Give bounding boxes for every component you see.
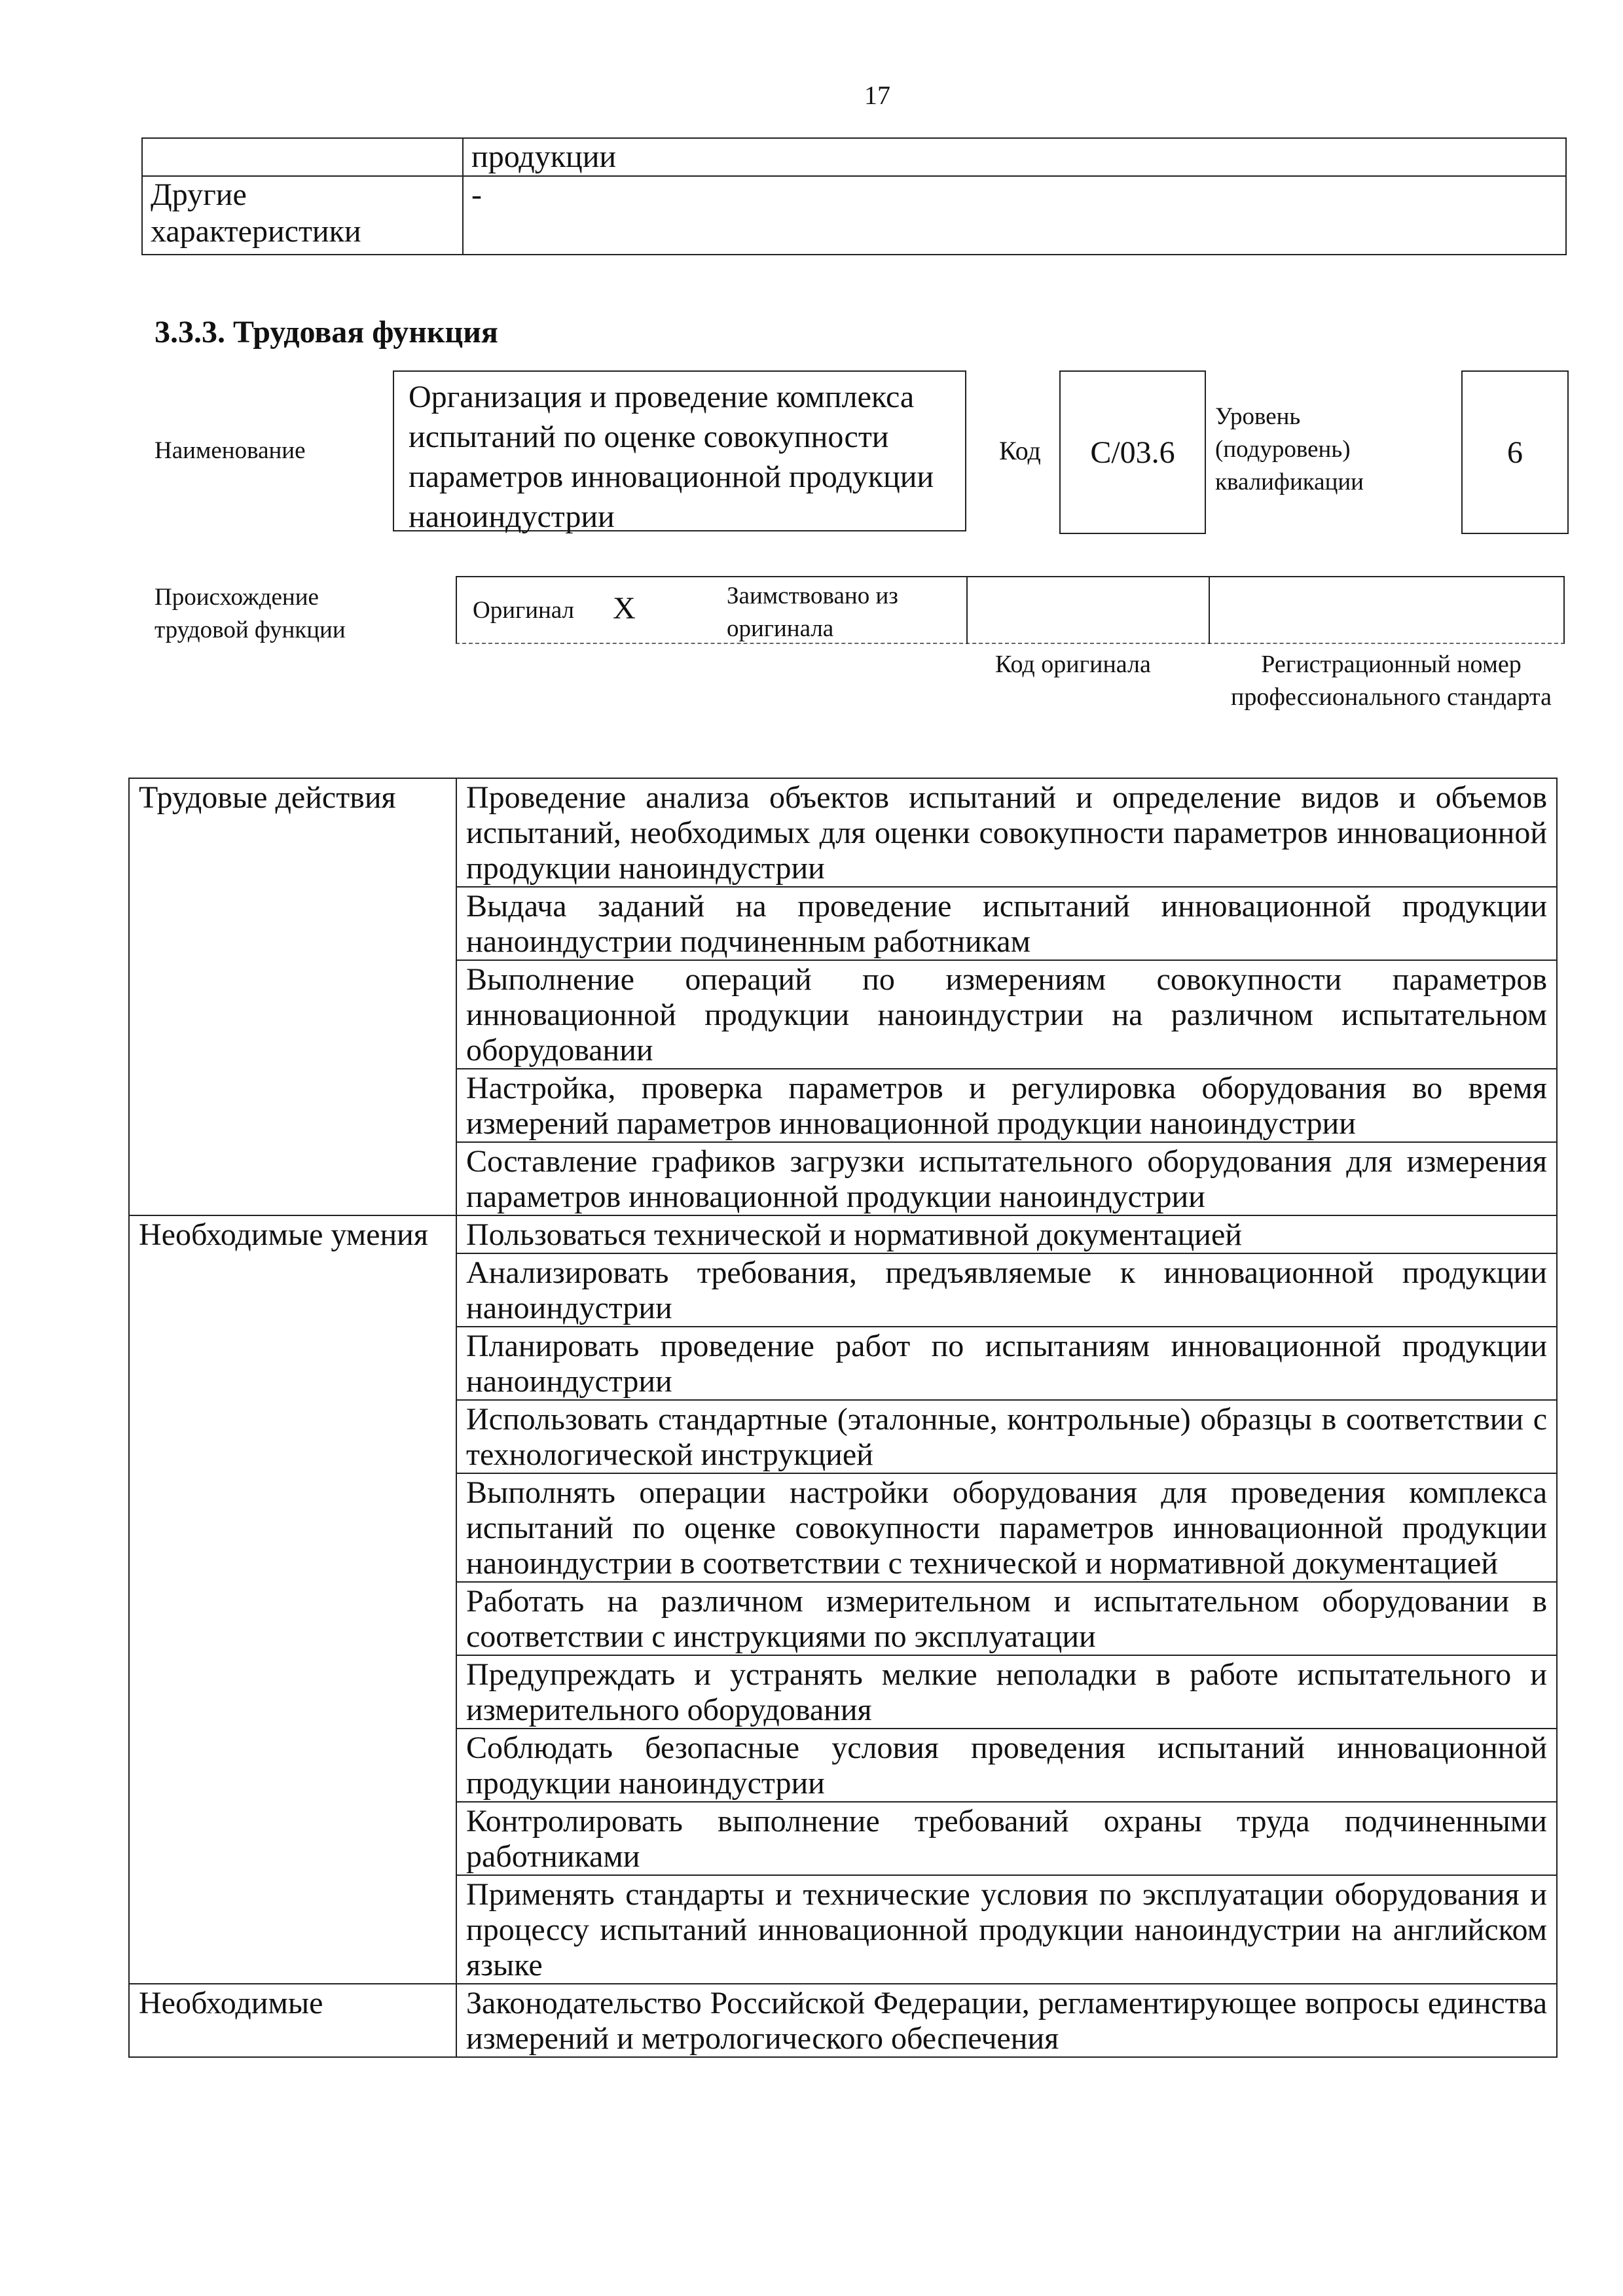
borrowed-label: Заимствовано из оригинала — [727, 583, 898, 642]
skill-item: Контролировать выполнение требований охраны труда подчиненными работниками — [456, 1802, 1557, 1875]
section-title: 3.3.3. Трудовая функция — [155, 315, 498, 350]
skill-item: Соблюдать безопасные условия проведения испытаний инновационной продукции наноиндустрии — [456, 1729, 1557, 1802]
code-value-box: C/03.6 — [1059, 370, 1206, 534]
row-value: продукции — [463, 138, 1566, 176]
skill-item: Выполнять операции настройки оборудования для проведения комплекса испытаний по оценке совокупности параметров инновационной продукции наноиндустрии в соответствии с технической и нормативной документацией — [456, 1473, 1557, 1582]
labor-action-item: Настройка, проверка параметров и регулировка оборудования во время измерений параметров инновационной продукции наноиндустрии — [456, 1069, 1557, 1142]
original-label: Оригинал — [473, 597, 575, 624]
skill-item: Применять стандарты и технические условия по эксплуатации оборудования и процессу испытаний инновационной продукции наноиндустрии на английском языке — [456, 1875, 1557, 1984]
skill-item: Анализировать требования, предъявляемые к инновационной продукции наноиндустрии — [456, 1253, 1557, 1327]
reg-number-caption: Регистрационный номер профессионального стандарта — [1231, 651, 1552, 711]
level-value-box: 6 — [1461, 370, 1569, 534]
row-value: - — [463, 176, 1566, 255]
skill-item: Использовать стандартные (эталонные, контрольные) образцы в соответствии с технологической инструкцией — [456, 1400, 1557, 1473]
level-label: Уровень (подуровень) квалификации — [1215, 403, 1364, 495]
knowledge-item: Законодательство Российской Федерации, регламентирующее вопросы единства измерений и метрологического обеспечения — [456, 1984, 1557, 2057]
labor-function-table — [128, 778, 1558, 2058]
labor-action-item: Проведение анализа объектов испытаний и определение видов и объемов испытаний, необходимых для оценки совокупности параметров инновационной продукции наноиндустрии — [456, 778, 1557, 887]
function-name-box: Организация и проведение комплекса испытаний по оценке совокупности параметров инновационной продукции наноиндустрии — [393, 370, 966, 531]
origin-divider — [966, 576, 968, 644]
table-row — [129, 1215, 1557, 1253]
table-row — [129, 778, 1557, 887]
page-number: 17 — [864, 81, 890, 110]
skill-item: Предупреждать и устранять мелкие неполадки в работе испытательного и измерительного оборудования — [456, 1655, 1557, 1729]
table-row — [129, 1984, 1557, 2057]
row-label — [142, 138, 463, 176]
group-label: Трудовые действия — [129, 778, 456, 1215]
table-row — [142, 138, 1566, 176]
group-label: Необходимые — [129, 1984, 456, 2057]
code-original-caption: Код оригинала — [995, 651, 1151, 678]
labor-action-item: Выполнение операций по измерениям совокупности параметров инновационной продукции наноиндустрии на различном испытательном оборудовании — [456, 960, 1557, 1069]
labor-action-item: Составление графиков загрузки испытательного оборудования для измерения параметров инновационной продукции наноиндустрии — [456, 1142, 1557, 1215]
labor-action-item: Выдача заданий на проведение испытаний инновационной продукции наноиндустрии подчиненным работникам — [456, 887, 1557, 960]
name-label: Наименование — [155, 437, 306, 464]
skill-item: Работать на различном измерительном и испытательном оборудовании в соответствии с инструкциями по эксплуатации — [456, 1582, 1557, 1655]
group-label: Необходимые умения — [129, 1215, 456, 1984]
origin-label: Происхождение трудовой функции — [155, 584, 346, 643]
skill-item: Планировать проведение работ по испытаниям инновационной продукции наноиндустрии — [456, 1327, 1557, 1400]
row-label: Другие характеристики — [142, 176, 463, 255]
skill-item: Пользоваться технической и нормативной документацией — [456, 1215, 1557, 1253]
original-mark: X — [613, 591, 636, 626]
continuation-table — [141, 137, 1567, 255]
table-row — [142, 176, 1566, 255]
origin-divider — [1209, 576, 1210, 644]
code-label: Код — [999, 436, 1041, 465]
